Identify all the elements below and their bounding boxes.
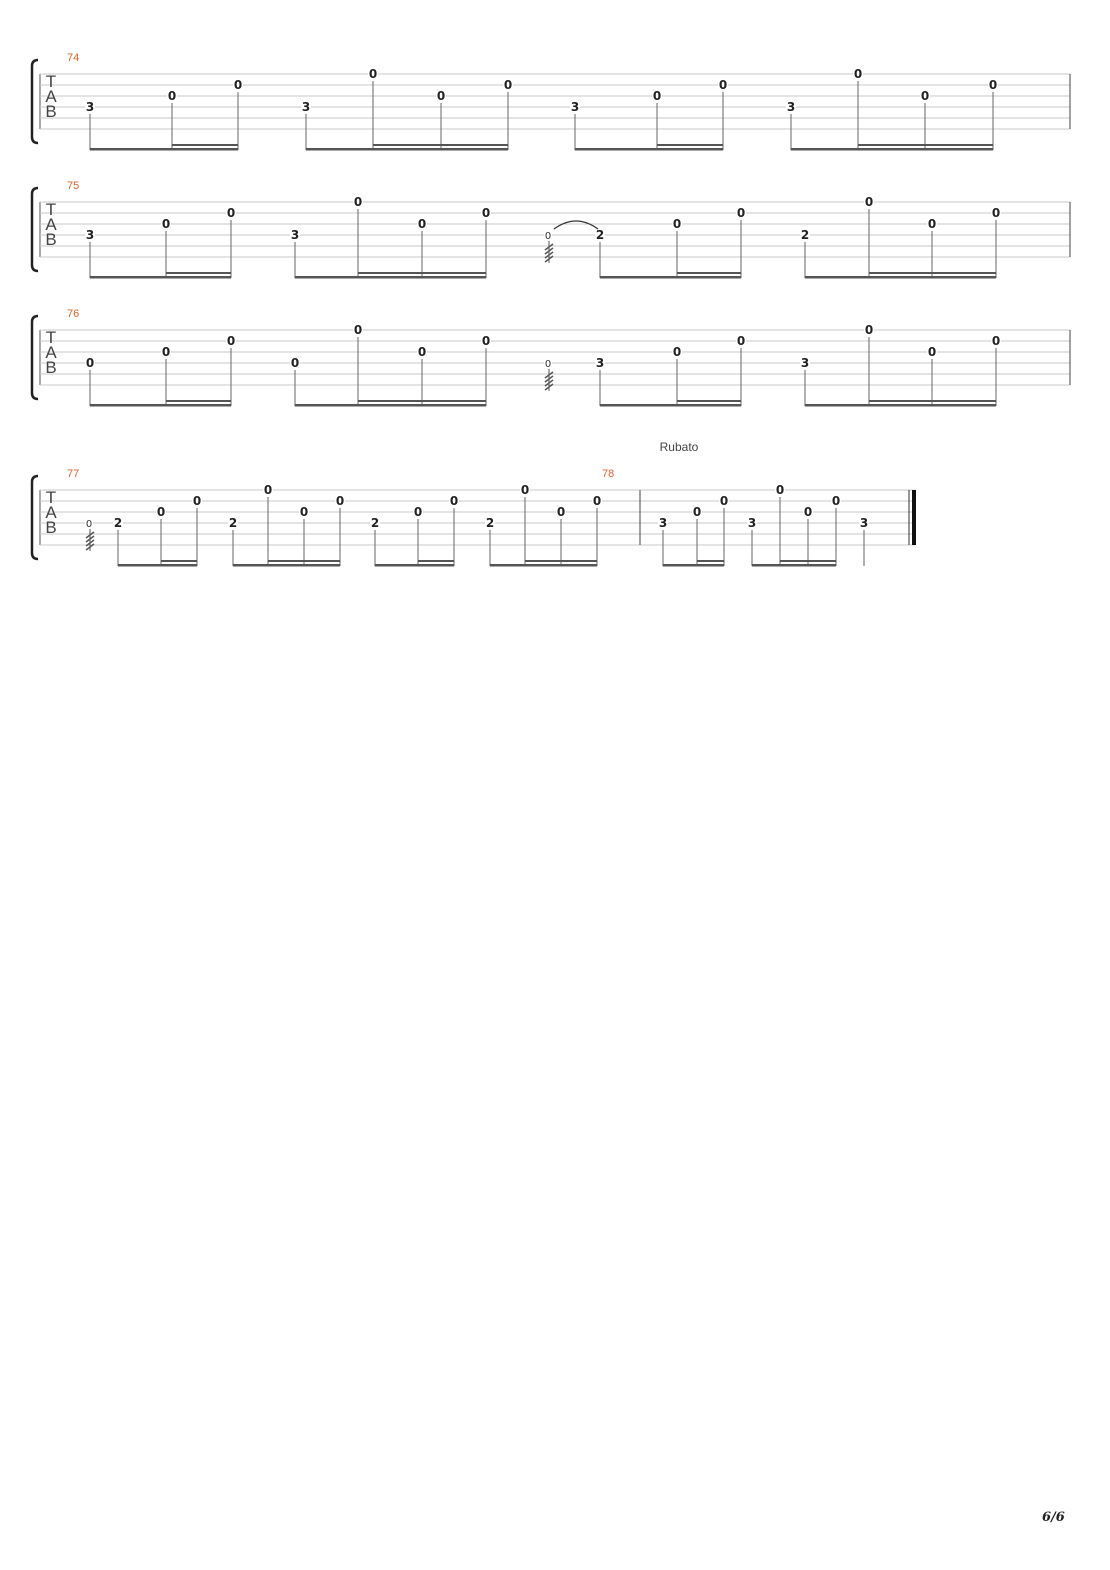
page-number: 6/6 (1042, 1510, 1065, 1525)
fret-number: 3 (747, 516, 757, 530)
beam-secondary (677, 272, 741, 274)
fret-number: 0 (192, 494, 202, 508)
system-bracket (32, 60, 38, 143)
fret-number: 0 (449, 494, 459, 508)
tab-letter: T (45, 72, 57, 91)
tab-system (32, 52, 1070, 151)
fret-number: 0 (353, 323, 363, 337)
tab-letter: T (45, 488, 57, 507)
fret-number: 3 (786, 100, 796, 114)
grace-fret-number: 0 (544, 231, 552, 242)
fret-number: 0 (233, 78, 243, 92)
fret-number: 0 (864, 195, 874, 209)
beam-secondary (525, 560, 597, 562)
fret-number: 0 (775, 483, 785, 497)
beam-secondary (166, 400, 231, 402)
fret-number: 0 (927, 217, 937, 231)
measure-number: 77 (67, 468, 80, 480)
beam-secondary (161, 560, 197, 562)
grace-fret-number: 0 (85, 519, 93, 530)
fret-number: 0 (413, 505, 423, 519)
fret-number: 2 (113, 516, 123, 530)
fret-number: 0 (652, 89, 662, 103)
fret-number: 0 (161, 345, 171, 359)
fret-number: 0 (290, 356, 300, 370)
beam-secondary (166, 272, 231, 274)
fret-number: 0 (736, 206, 746, 220)
beam-secondary (869, 272, 996, 274)
beam-secondary (358, 400, 486, 402)
tab-letter: B (45, 518, 57, 537)
fret-number: 0 (417, 217, 427, 231)
fret-number: 0 (368, 67, 378, 81)
beam-primary (600, 276, 741, 279)
beam-primary (490, 564, 597, 567)
beam-primary (575, 148, 723, 151)
fret-number: 0 (335, 494, 345, 508)
beam-primary (375, 564, 454, 567)
fret-number: 0 (353, 195, 363, 209)
beam-secondary (268, 560, 340, 562)
beam-primary (805, 276, 996, 279)
fret-number: 0 (226, 334, 236, 348)
fret-number: 3 (800, 356, 810, 370)
beam-primary (752, 564, 836, 567)
beam-primary (118, 564, 197, 567)
tab-letter: T (45, 200, 57, 219)
fret-number: 0 (672, 345, 682, 359)
tab-system (32, 180, 1070, 279)
system-bracket (32, 316, 38, 399)
beam-secondary (677, 400, 741, 402)
fret-number: 0 (991, 334, 1001, 348)
fret-number: 0 (853, 67, 863, 81)
fret-number: 2 (370, 516, 380, 530)
fret-number: 2 (485, 516, 495, 530)
fret-number: 0 (920, 89, 930, 103)
fret-number: 0 (719, 494, 729, 508)
beam-primary (306, 148, 508, 151)
beam-primary (90, 276, 231, 279)
fret-number: 0 (161, 217, 171, 231)
fret-number: 0 (156, 505, 166, 519)
fret-number: 0 (520, 483, 530, 497)
tab-letter: B (45, 230, 57, 249)
fret-number: 0 (417, 345, 427, 359)
tie-arc (554, 221, 598, 229)
measure-number: 76 (67, 308, 80, 320)
tab-letter: A (45, 215, 57, 234)
fret-number: 0 (263, 483, 273, 497)
beam-primary (791, 148, 993, 151)
fret-number: 0 (85, 356, 95, 370)
beam-secondary (657, 144, 723, 146)
tab-letter: A (45, 503, 57, 522)
fret-number: 3 (301, 100, 311, 114)
beam-primary (90, 404, 231, 407)
tempo-text: Rubato (659, 440, 699, 454)
tab-system (32, 440, 915, 567)
beam-secondary (869, 400, 996, 402)
beam-secondary (358, 272, 486, 274)
fret-number: 2 (595, 228, 605, 242)
system-bracket (32, 476, 38, 559)
beam-primary (233, 564, 340, 567)
fret-number: 0 (436, 89, 446, 103)
measure-number: 74 (67, 52, 80, 64)
fret-number: 3 (859, 516, 869, 530)
fret-number: 3 (658, 516, 668, 530)
beam-primary (805, 404, 996, 407)
tab-letter: A (45, 343, 57, 362)
fret-number: 2 (228, 516, 238, 530)
beam-secondary (858, 144, 993, 146)
fret-number: 3 (290, 228, 300, 242)
measure-number: 78 (602, 468, 615, 480)
fret-number: 3 (570, 100, 580, 114)
beam-primary (295, 276, 486, 279)
beam-primary (600, 404, 741, 407)
fret-number: 0 (803, 505, 813, 519)
fret-number: 0 (692, 505, 702, 519)
fret-number: 0 (864, 323, 874, 337)
fret-number: 0 (481, 206, 491, 220)
fret-number: 0 (299, 505, 309, 519)
fret-number: 0 (718, 78, 728, 92)
fret-number: 0 (736, 334, 746, 348)
fret-number: 0 (556, 505, 566, 519)
fret-number: 3 (595, 356, 605, 370)
fret-number: 0 (481, 334, 491, 348)
fret-number: 0 (672, 217, 682, 231)
beam-primary (90, 148, 238, 151)
system-bracket (32, 188, 38, 271)
beam-primary (295, 404, 486, 407)
beam-secondary (697, 560, 724, 562)
fret-number: 0 (503, 78, 513, 92)
fret-number: 0 (226, 206, 236, 220)
tab-letter: A (45, 87, 57, 106)
fret-number: 0 (988, 78, 998, 92)
tab-letter: T (45, 328, 57, 347)
fret-number: 3 (85, 100, 95, 114)
fret-number: 2 (800, 228, 810, 242)
tab-letter: B (45, 102, 57, 121)
fret-number: 0 (167, 89, 177, 103)
tab-system (32, 308, 1070, 407)
tab-letter: B (45, 358, 57, 377)
beam-primary (663, 564, 724, 567)
measure-number: 75 (67, 180, 80, 192)
beam-secondary (418, 560, 454, 562)
beam-secondary (373, 144, 508, 146)
grace-fret-number: 0 (544, 359, 552, 370)
fret-number: 0 (991, 206, 1001, 220)
fret-number: 0 (592, 494, 602, 508)
fret-number: 0 (831, 494, 841, 508)
fret-number: 3 (85, 228, 95, 242)
beam-secondary (172, 144, 238, 146)
fret-number: 0 (927, 345, 937, 359)
beam-secondary (780, 560, 836, 562)
